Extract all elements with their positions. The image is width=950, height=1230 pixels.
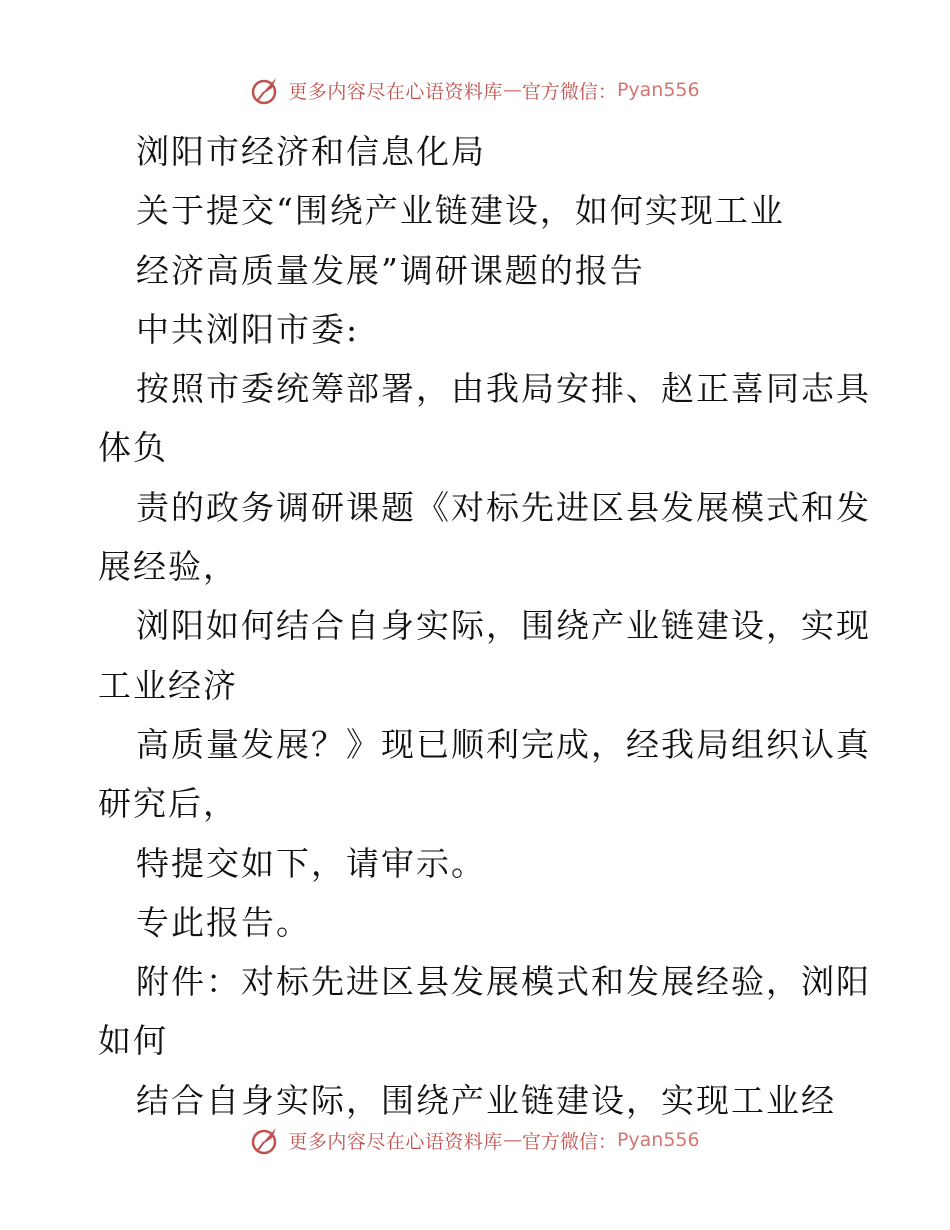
watermark-text: 更多内容尽在心语资料库	[288, 1130, 503, 1153]
text-line: 浏阳如何结合自身实际，围绕产业链建设，实现	[136, 606, 871, 646]
watermark-id: Pyan556	[616, 79, 700, 101]
quill-logo-icon	[250, 1124, 282, 1156]
watermark-text: 更多内容尽在心语资料库	[288, 80, 503, 103]
text-line: 中共浏阳市委:	[136, 309, 360, 349]
text-line: 按照市委统筹部署，由我局安排、赵正喜同志具	[136, 369, 871, 409]
text-line: 经济高质量发展”调研课题的报告	[136, 250, 645, 290]
text-line: 责的政务调研课题《对标先进区县发展模式和发	[136, 487, 871, 527]
text-line: 研究后，	[98, 784, 238, 824]
watermark-label: 官方微信：	[521, 80, 617, 103]
text-line: 浏阳市经济和信息化局	[136, 132, 486, 171]
watermark-separator: —	[502, 79, 522, 101]
text-line: 展经验，	[98, 547, 238, 587]
text-line: 结合自身实际，围绕产业链建设，实现工业经	[136, 1080, 836, 1120]
watermark-header	[0, 70, 950, 110]
quill-logo-icon	[250, 74, 282, 106]
text-line: 体负	[98, 428, 168, 468]
text-line: 关于提交“围绕产业链建设，如何实现工业	[136, 191, 785, 231]
text-line: 如何	[98, 1021, 168, 1061]
document-body	[98, 122, 871, 1130]
text-line: 特提交如下，请审示。	[136, 843, 486, 883]
text-line: 附件：对标先进区县发展模式和发展经验，浏阳	[136, 962, 871, 1002]
watermark-footer	[0, 1120, 950, 1160]
watermark-label: 官方微信：	[521, 1130, 617, 1153]
watermark-id: Pyan556	[616, 1129, 700, 1151]
text-line: 高质量发展？》现已顺利完成，经我局组织认真	[136, 724, 871, 764]
watermark-separator: —	[502, 1129, 522, 1151]
text-line: 工业经济	[98, 665, 238, 705]
text-line: 专此报告。	[136, 902, 311, 942]
